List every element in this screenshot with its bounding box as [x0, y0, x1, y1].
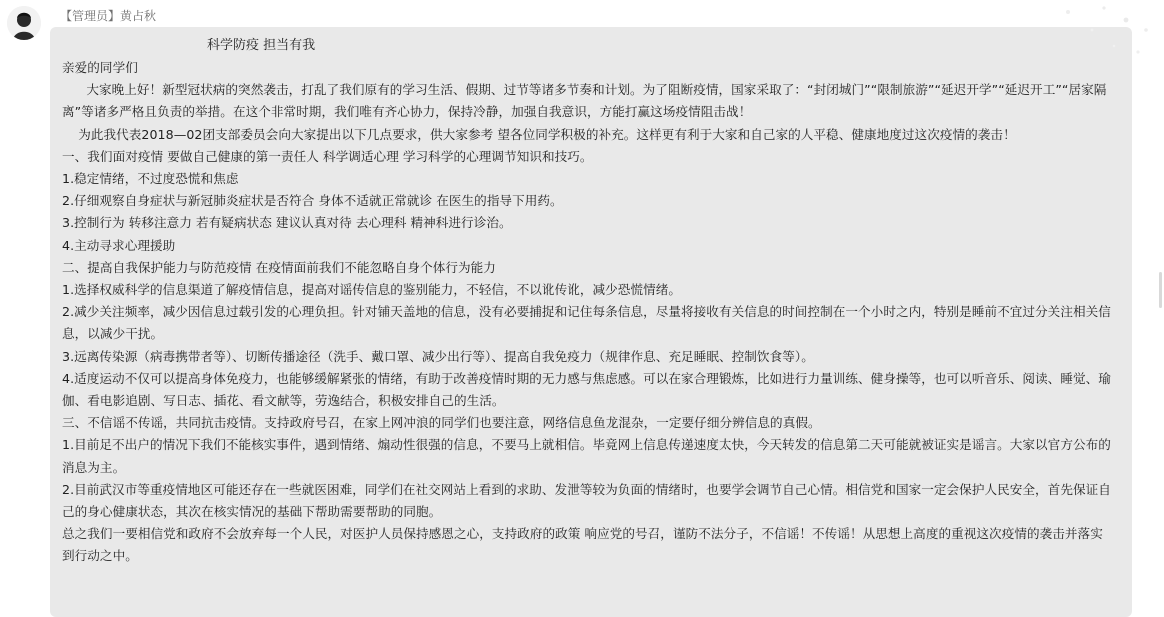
message-line: 2.仔细观察自身症状与新冠肺炎症状是否符合 身体不适就正常就诊 在医生的指导下用药。 — [62, 193, 563, 209]
sender-name[interactable]: 【管理员】黄占秋 — [60, 9, 157, 23]
message-line: 为此我代表2018—02团支部委员会向大家提出以下几点要求，供大家参考 望各位同学积极的补充。这样更有利于大家和自己家的人平稳、健康地度过这次疫情的袭击！ — [62, 126, 1016, 142]
message-bubble[interactable] — [50, 27, 1132, 617]
scrollbar-thumb[interactable] — [1159, 272, 1162, 308]
message-line: 1.目前足不出户的情况下我们不能核实事件，遇到情绪、煽动性很强的信息，不要马上就相信。毕竟网上信息传递速度太快，今天转发的信息第二天可能就被证实是谣言。大家以官方公布的消息为主。 — [62, 437, 1111, 475]
message-line: 2.目前武汉市等重疫情地区可能还存在一些就医困难，同学们在社交网站上看到的求助、发泄等较为负面的情绪时，也要学会调节自己心情。相信党和国家一定会保护人民安全，首先保证自己的身心健康状态，其次在核实情况的基础下帮助需要帮助的同胞。 — [62, 481, 1111, 520]
message-line: 三、不信谣不传谣，共同抗击疫情。支持政府号召，在家上网冲浪的同学们也要注意，网络信息鱼龙混杂，一定要仔细分辨信息的真假。 — [62, 415, 821, 431]
message-line: 大家晚上好！新型冠状病的突然袭击，打乱了我们原有的学习生活、假期、过节等诸多节奏和计划。为了阻断疫情，国家采取了：“封闭城门”“限制旅游”“延迟开学”“延迟开工”“居家隔离”等诸多严格且负责的举措。在这个非常时期，我们唯有齐心协力，保持冷静，加强自我意识，方能打赢这场疫情阻击战！ — [62, 82, 1107, 120]
message-line: 4.适度运动不仅可以提高身体免疫力，也能够缓解紧张的情绪，有助于改善疫情时期的无力感与焦虑感。可以在家合理锻炼，比如进行力量训练、健身操等，也可以听音乐、阅读、睡觉、瑜伽、看电影追剧、写日志、插花、看文献等，劳逸结合，积极安排自己的生活。 — [62, 370, 1111, 409]
message-line: 总之我们一要相信党和政府不会放弃每一个人民，对医护人员保持感恩之心，支持政府的政策 响应党的号召，谨防不法分子，不信谣！不传谣！从思想上高度的重视这次疫情的袭击并落实到行动之中。 — [62, 526, 1103, 564]
message-line: 3.远离传染源（病毒携带者等）、切断传播途径（洗手、戴口罩、减少出行等）、提高自我免疫力（规律作息、充足睡眠、控制饮食等）。 — [62, 348, 814, 364]
message-line: 2.减少关注频率，减少因信息过载引发的心理负担。针对铺天盖地的信息，没有必要捕捉和记住每条信息，尽量将接收有关信息的时间控制在一个小时之内，特别是睡前不宜过分关注相关信息，以减少干扰。 — [62, 304, 1111, 342]
message-title: 科学防疫 担当有我 — [207, 38, 316, 53]
message-line: 1.稳定情绪，不过度恐慌和焦虑 — [62, 171, 239, 187]
message-line: 亲爱的同学们 — [62, 60, 138, 75]
message-line: 二、提高自我保护能力与防范疫情 在疫情面前我们不能忽略自身个体行为能力 — [62, 259, 496, 275]
message-line: 3.控制行为 转移注意力 若有疑病状态 建议认真对待 去心理科 精神科进行诊治。 — [62, 215, 512, 231]
message-line: 一、我们面对疫情 要做自己健康的第一责任人 科学调适心理 学习科学的心理调节知识和技巧。 — [62, 148, 593, 164]
message-line: 4.主动寻求心理援助 — [62, 237, 176, 253]
background-decoration — [1008, 0, 1158, 70]
sender-avatar[interactable] — [7, 6, 41, 40]
message-line: 1.选择权威科学的信息渠道了解疫情信息，提高对谣传信息的鉴别能力，不轻信，不以讹传讹，减少恐慌情绪。 — [62, 282, 682, 298]
avatar-silhouette-icon — [7, 6, 41, 40]
